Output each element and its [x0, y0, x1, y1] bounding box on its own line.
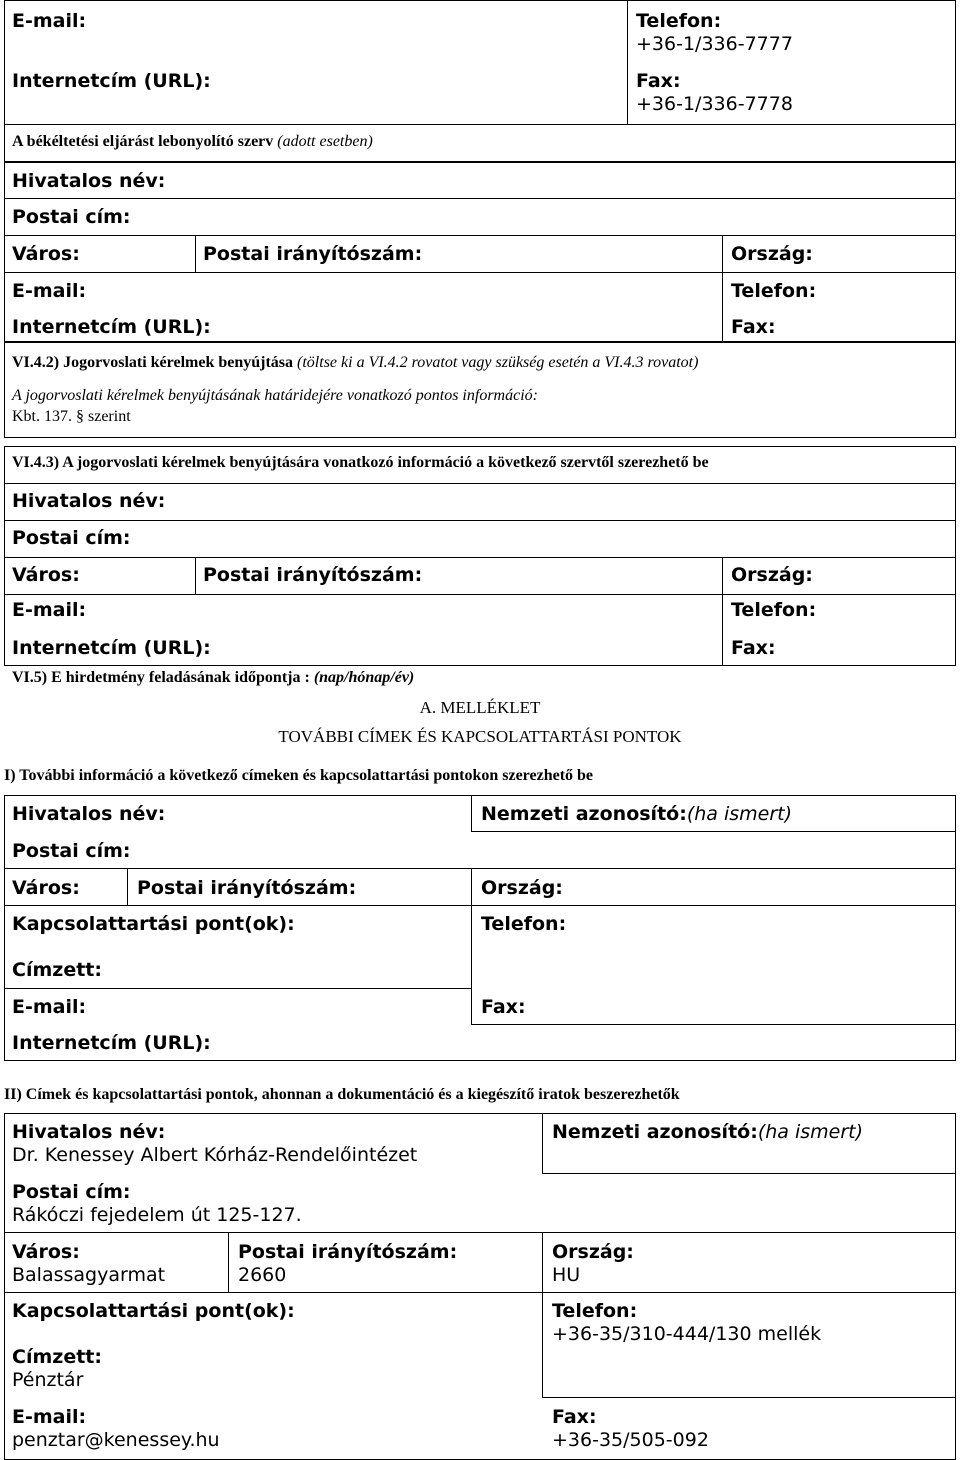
vi5-heading-note: (nap/hónap/év) — [313, 669, 415, 686]
sec1-varos-label: Város: — [12, 877, 80, 899]
sec1-heading: I) További információ a következő címeken és kapcsolattartási pontokon szerezhető be — [4, 767, 594, 784]
vi43-row-line-3 — [4, 557, 956, 558]
bekeltetes-internet-label: Internetcím (URL): — [12, 316, 211, 338]
vi43-col-line-2 — [722, 557, 723, 666]
sec2-telefon-value: +36-35/310-444/130 mellék — [552, 1323, 822, 1345]
bekeltetes-orszag-label: Ország: — [731, 243, 813, 265]
bekeltetes-varos-label: Város: — [12, 243, 80, 265]
sec2-hivatalos-value: Dr. Kenessey Albert Kórház-Rendelőintézet — [12, 1144, 418, 1166]
sec2-nemzeti-label — [552, 1121, 863, 1143]
sec2-col-line-main-a — [542, 1113, 543, 1173]
top-fax-label: Fax: — [636, 70, 681, 92]
sec2-line-nemzeti — [542, 1173, 956, 1174]
sec1-line-nemzeti — [471, 831, 956, 832]
top-telefon-label: Telefon: — [636, 10, 722, 32]
top-vertical-divider — [627, 0, 628, 124]
bekeltetes-hivatalos-label: Hivatalos név: — [12, 170, 166, 192]
sec1-irsz-label: Postai irányítószám: — [137, 877, 357, 899]
vi43-row-line-2 — [4, 520, 956, 521]
top-telefon-value: +36-1/336-7777 — [636, 33, 793, 55]
sec1-cimzett-label: Címzett: — [12, 959, 102, 981]
vi42-info-value: Kbt. 137. § szerint — [12, 408, 131, 425]
bekeltetes-email-label: E-mail: — [12, 280, 87, 302]
bekeltetes-row-line-2 — [4, 235, 956, 236]
bekeltetes-title — [12, 131, 373, 153]
bekeltetes-col-line-2 — [722, 235, 723, 342]
sec1-orszag-label: Ország: — [481, 877, 563, 899]
sec2-fax-value: +36-35/505-092 — [552, 1429, 709, 1451]
sec1-kapcs-label: Kapcsolattartási pont(ok): — [12, 913, 295, 935]
sec2-telefon-label: Telefon: — [552, 1300, 638, 1322]
vi42-heading-text: Jogorvoslati kérelmek benyújtása — [63, 354, 294, 371]
sec2-cimzett-value: Pénztár — [12, 1369, 84, 1391]
annex-title: A. MELLÉKLET — [419, 698, 541, 717]
vi42-heading — [12, 352, 698, 374]
sec1-row-line-1 — [4, 868, 956, 869]
sec2-cimzett-label: Címzett: — [12, 1346, 102, 1368]
bekeltetes-fax-label: Fax: — [731, 316, 776, 338]
sec2-orszag-value: HU — [552, 1264, 581, 1286]
sec1-line-fax — [471, 1024, 956, 1025]
vi43-postai-label: Postai cím: — [12, 527, 131, 549]
bekeltetes-row-line-1 — [4, 198, 956, 199]
vi43-varos-label: Város: — [12, 564, 80, 586]
vi42-heading-note: (töltse ki a VI.4.2 rovatot vagy szükség esetén a VI.4.3 rovatot) — [293, 354, 699, 371]
vi43-irsz-label: Postai irányítószám: — [203, 564, 423, 586]
bekeltetes-col-line-1 — [195, 235, 196, 272]
sec2-orszag-label: Ország: — [552, 1241, 634, 1263]
sec2-kapcs-label: Kapcsolattartási pont(ok): — [12, 1300, 295, 1322]
top-email-label: E-mail: — [12, 10, 87, 32]
sec2-col-line-main-b — [542, 1232, 543, 1397]
sec2-row-line-1 — [4, 1232, 956, 1233]
sec1-col-line-varos — [127, 868, 128, 905]
sec2-heading: II) Címek és kapcsolattartási pontok, ahonnan a dokumentáció és a kiegészítő iratok beszerezhetők — [4, 1086, 680, 1103]
top-internet-label: Internetcím (URL): — [12, 70, 211, 92]
sec2-varos-label: Város: — [12, 1241, 80, 1263]
top-fax-value: +36-1/336-7778 — [636, 93, 793, 115]
sec1-postai-label: Postai cím: — [12, 840, 131, 862]
bekeltetes-title-text: A békéltetési eljárást lebonyolító szerv — [12, 133, 274, 150]
sec2-nemzeti-text: Nemzeti azonosító: — [552, 1121, 758, 1143]
sec1-nemzeti-label — [481, 803, 792, 825]
sec1-internet-label: Internetcím (URL): — [12, 1032, 211, 1054]
vi43-orszag-label: Ország: — [731, 564, 813, 586]
bekeltetes-irsz-label: Postai irányítószám: — [203, 243, 423, 265]
sec1-nemzeti-text: Nemzeti azonosító: — [481, 803, 687, 825]
vi43-fax-label: Fax: — [731, 637, 776, 659]
sec1-row-line-3 — [4, 988, 471, 989]
vi5-heading-text: VI.5) E hirdetmény feladásának időpontja : — [12, 669, 314, 686]
sec2-row-line-2 — [4, 1292, 956, 1293]
bekeltetes-postai-label: Postai cím: — [12, 206, 131, 228]
vi43-row-line-1 — [4, 483, 956, 484]
sec2-email-value[interactable]: penztar@kenessey.hu — [12, 1429, 220, 1451]
bekeltetes-row-line-3 — [4, 272, 956, 273]
vi43-row-line-4 — [4, 594, 956, 595]
sec2-irsz-value: 2660 — [238, 1264, 287, 1286]
sec2-hivatalos-label: Hivatalos név: — [12, 1121, 166, 1143]
vi43-internet-label: Internetcím (URL): — [12, 637, 211, 659]
vi43-hivatalos-label: Hivatalos név: — [12, 490, 166, 512]
annex-subtitle: TOVÁBBI CÍMEK ÉS KAPCSOLATTARTÁSI PONTOK — [278, 727, 682, 746]
sec2-varos-value: Balassagyarmat — [12, 1264, 166, 1286]
sec2-postai-label: Postai cím: — [12, 1181, 131, 1203]
sec2-irsz-label: Postai irányítószám: — [238, 1241, 458, 1263]
sec2-line-fax — [542, 1397, 956, 1398]
vi42-heading-num: VI.4.2) — [12, 354, 64, 371]
vi5-heading — [12, 667, 414, 689]
bekeltetes-telefon-label: Telefon: — [731, 280, 817, 302]
vi43-box — [4, 446, 956, 666]
vi43-telefon-label: Telefon: — [731, 599, 817, 621]
sec2-postai-value: Rákóczi fejedelem út 125-127. — [12, 1204, 302, 1226]
bekeltetes-title-note: (adott esetben) — [273, 133, 373, 150]
sec1-nemzeti-note: (ha ismert) — [686, 803, 792, 825]
sec1-col-line-main-a — [471, 795, 472, 831]
sec1-email-label: E-mail: — [12, 996, 87, 1018]
top-divider — [4, 124, 956, 125]
sec1-col-line-main-b — [471, 868, 472, 1024]
sec2-fax-label: Fax: — [552, 1406, 597, 1428]
vi43-email-label: E-mail: — [12, 599, 87, 621]
sec2-col-line-varos — [228, 1232, 229, 1292]
vi43-col-line-1 — [195, 557, 196, 594]
sec1-telefon-label: Telefon: — [481, 913, 567, 935]
sec1-hivatalos-label: Hivatalos név: — [12, 803, 166, 825]
sec1-fax-label: Fax: — [481, 996, 526, 1018]
sec1-row-line-2 — [4, 905, 956, 906]
sec2-email-label: E-mail: — [12, 1406, 87, 1428]
vi42-info-label: A jogorvoslati kérelmek benyújtásának határidejére vonatkozó pontos információ: — [12, 387, 538, 404]
vi43-heading: VI.4.3) A jogorvoslati kérelmek benyújtására vonatkozó információ a következő szervtől szerezhető be — [12, 454, 709, 471]
sec2-nemzeti-note: (ha ismert) — [757, 1121, 863, 1143]
